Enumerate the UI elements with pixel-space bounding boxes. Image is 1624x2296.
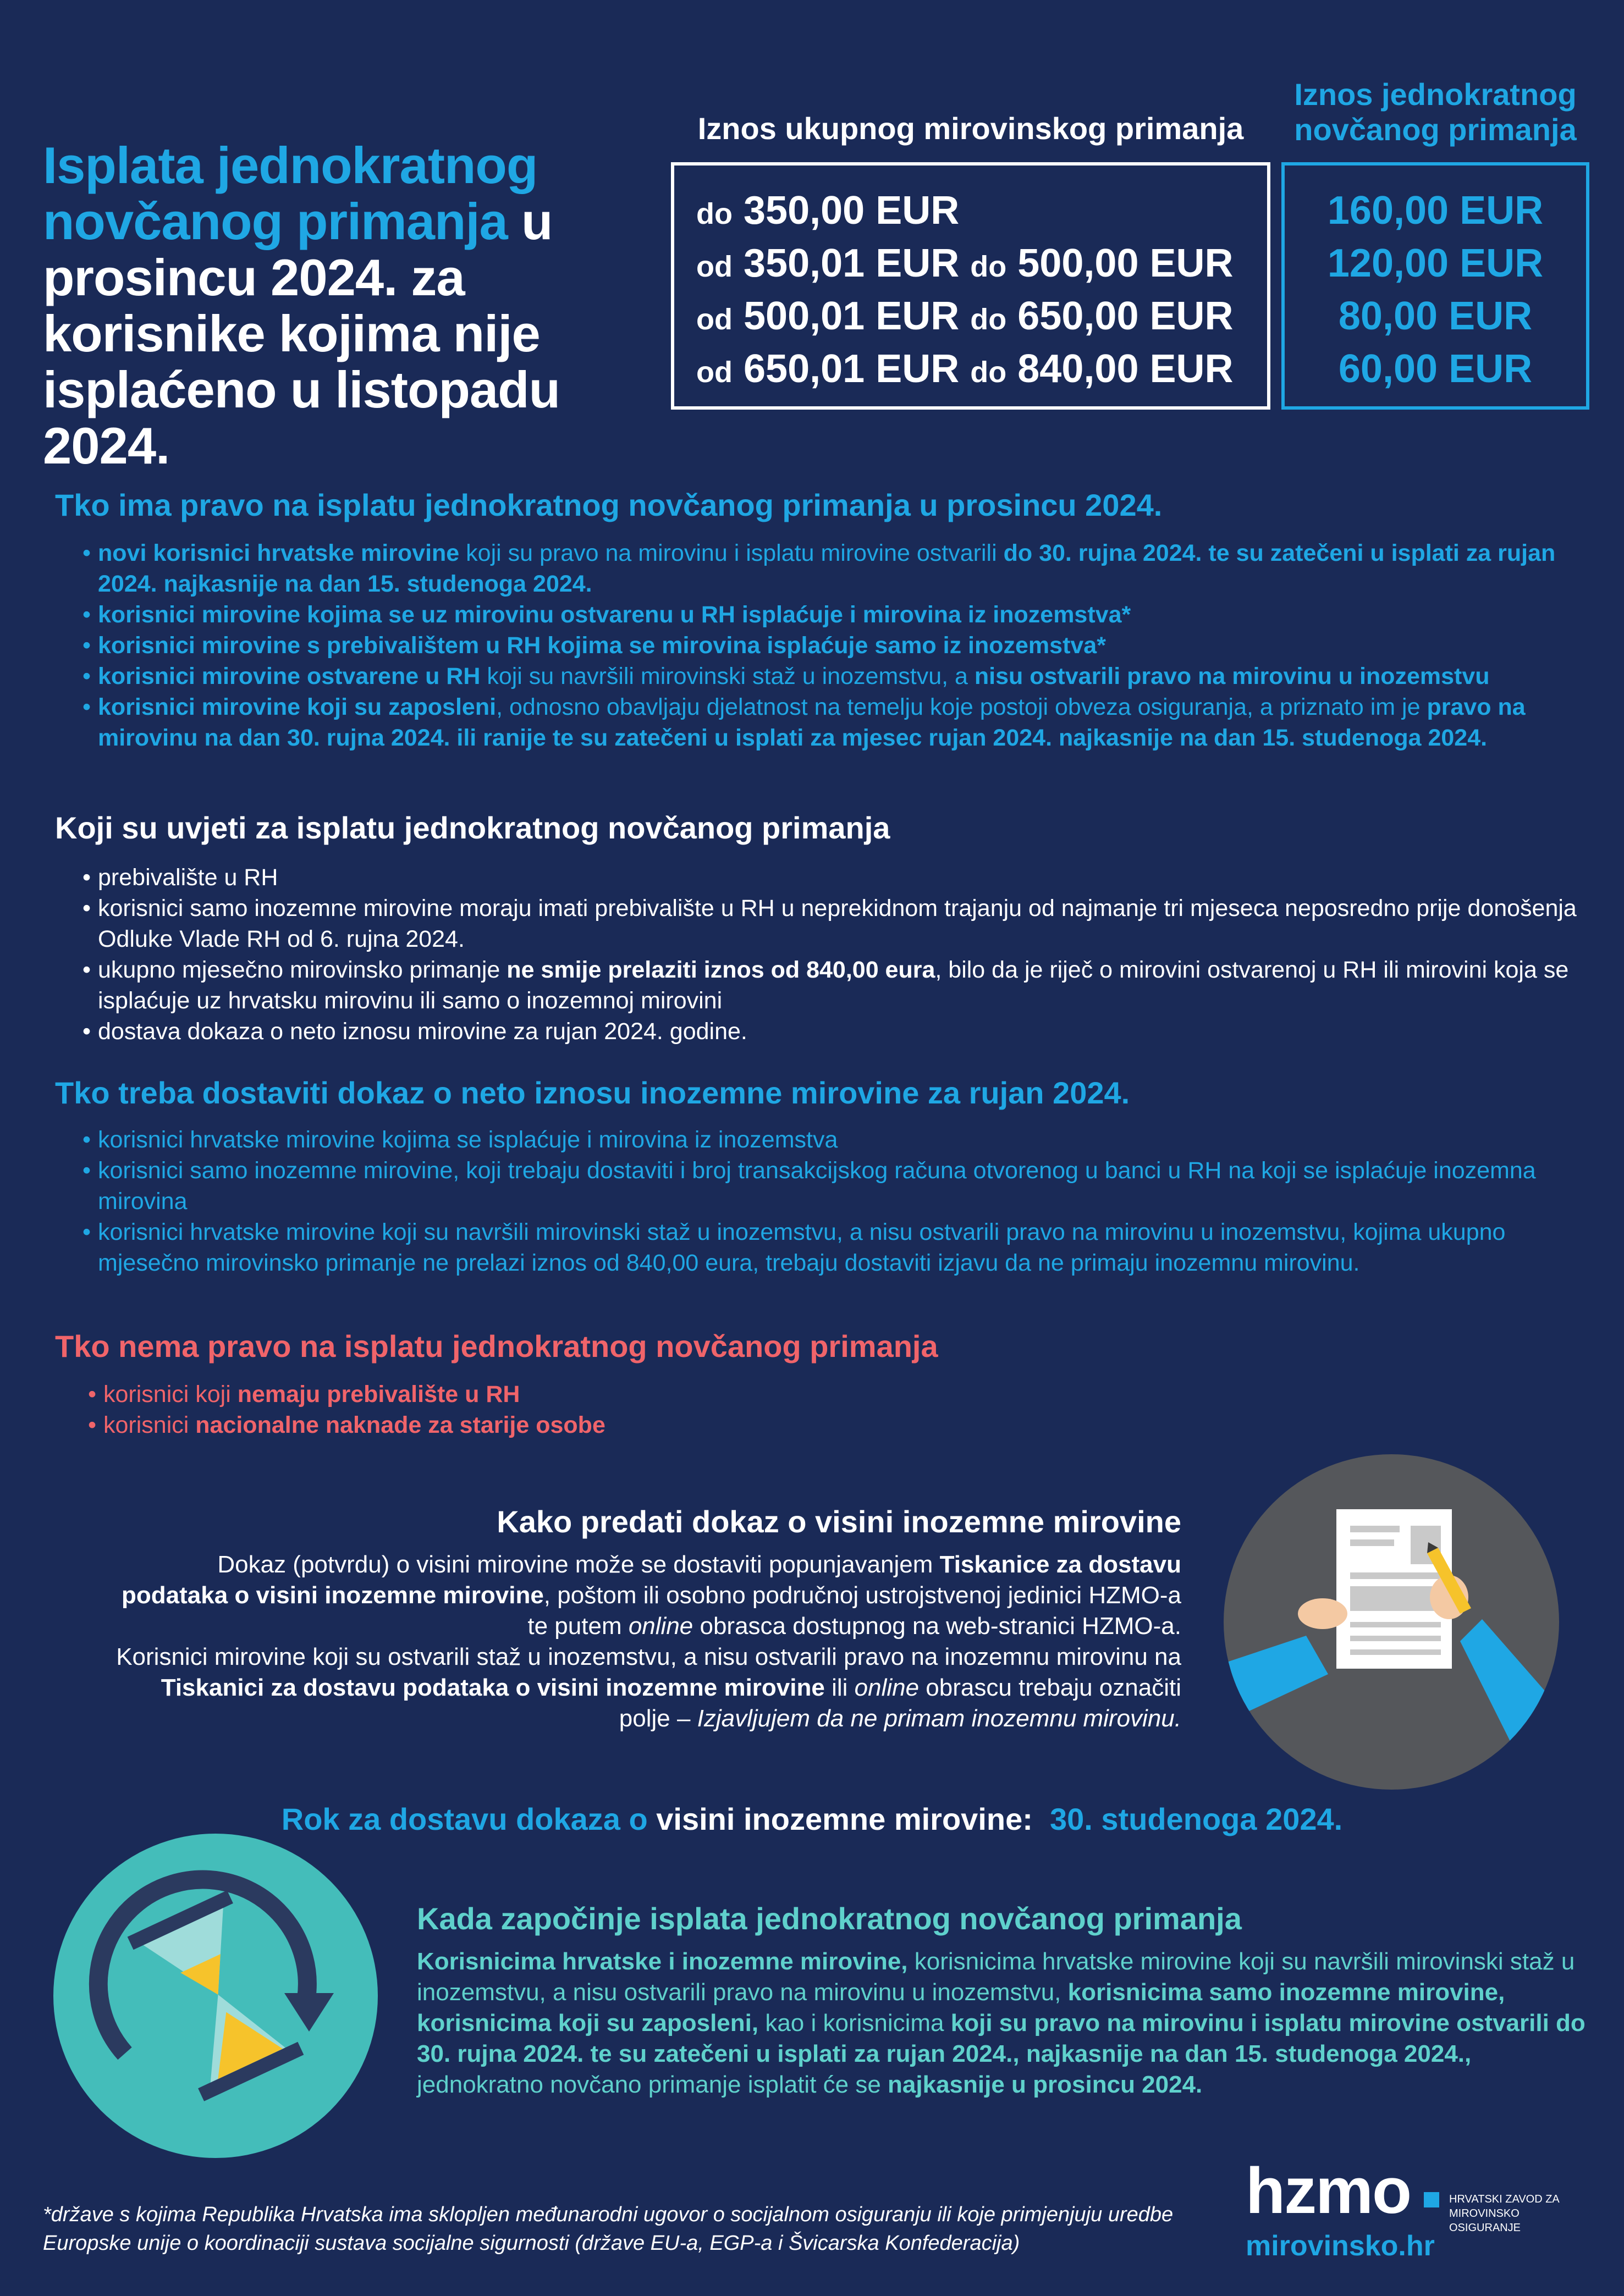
- deadline-line: Rok za dostavu dokaza o visini inozemne mirovine: 30. studenoga 2024.: [281, 1802, 1343, 1836]
- section-heading-not-eligible: Tko nema pravo na isplatu jednokratnog novčanog primanja: [55, 1329, 938, 1364]
- amount-value: 120,00 EUR: [1327, 241, 1544, 285]
- logo-wordmark: hzmo: [1246, 2155, 1411, 2227]
- amount-value: 160,00 EUR: [1327, 189, 1544, 233]
- amount-value: 60,00 EUR: [1338, 347, 1533, 391]
- list-item: • korisnici mirovine kojima se uz mirovinu ostvarenu u RH isplaćuje i mirovina iz inozemstva*: [82, 599, 1589, 630]
- document-hands-icon: [1224, 1454, 1559, 1790]
- list-item: • ukupno mjesečno mirovinsko primanje ne smije prelaziti iznos od 840,00 eura, bilo da je riječ o mirovini ostvarenoj u RH ili mirovini koja se isplaćuje uz hrvatsku mirovinu ili samo o inozemnoj mirovini: [82, 954, 1589, 1016]
- pension-range-row: do 350,00 EUR: [696, 189, 960, 233]
- conditions-list: [82, 862, 1589, 1047]
- document-illustration: [1224, 1454, 1559, 1790]
- title-rest: u prosincu 2024. za korisnike kojima nije isplaćeno u listopadu 2024.: [43, 192, 560, 474]
- title-highlight: Isplata jednokratnog novčanog primanja: [43, 136, 538, 250]
- column-header-one-time-amount: Iznos jednokratnog novčanog primanja: [1294, 77, 1577, 147]
- one-time-amount-box: [1281, 162, 1589, 410]
- section-heading-proof: Tko treba dostaviti dokaz o neto iznosu inozemne mirovine za rujan 2024.: [55, 1075, 1130, 1110]
- list-item: • korisnici hrvatske mirovine koji su navršili mirovinski staž u inozemstvu, a nisu ostvarili pravo na mirovinu u inozemstvu, kojima ukupno mjesečno mirovinsko primanje ne prelazi iznos od 840,00 eura, trebaju dostaviti izjavu da ne primaju inozemnu mirovinu.: [82, 1217, 1589, 1278]
- list-item: • korisnici samo inozemne mirovine moraju imati prebivalište u RH u neprekidnom trajanju od najmanje tri mjeseca neposredno prije donošenja Odluke Vlade RH od 6. rujna 2024.: [82, 893, 1589, 954]
- section-heading-conditions: Koji su uvjeti za isplatu jednokratnog novčanog primanja: [55, 810, 890, 845]
- payment-start-heading: Kada započinje isplata jednokratnog novčanog primanja: [417, 1901, 1242, 1936]
- pension-range-row: od 350,01 EUR do 500,00 EUR: [696, 241, 1234, 285]
- list-item: • korisnici mirovine ostvarene u RH koji su navršili mirovinski staž u inozemstvu, a nisu ostvarili pravo na mirovinu u inozemstvu: [82, 661, 1589, 692]
- list-item: • korisnici mirovine koji su zaposleni, odnosno obavljaju djelatnost na temelju koje postoji obveza osiguranja, a priznato im je pravo na mirovinu na dan 30. rujna 2024. ili ranije te su zatečeni u isplati za mjesec rujan 2024. najkasnije na dan 15. studenoga 2024.: [82, 692, 1589, 753]
- list-item: • novi korisnici hrvatske mirovine koji su pravo na mirovinu i isplatu mirovine ostvarili do 30. rujna 2024. te su zatečeni u isplati za rujan 2024. najkasnije na dan 15. studenoga 2024.: [82, 538, 1589, 599]
- pension-range-row: od 500,01 EUR do 650,00 EUR: [696, 294, 1234, 338]
- payment-start-text: Korisnicima hrvatske i inozemne mirovine, korisnicima hrvatske mirovine koji su navršili mirovinski staž u inozemstvu, a nisu ostvarili pravo na mirovinu u inozemstvu, korisnicima samo inozemne mirovine, korisnicima koji su zaposleni, kao i korisnicima koji su pravo na mirovinu i isplatu mirovine ostvarili do 30. rujna 2024. te su zatečeni u isplati za rujan 2024., najkasnije na dan 15. studenoga 2024., jednokratno novčano primanje isplatit će se najkasnije u prosincu 2024.: [417, 1948, 1586, 2098]
- amount-value: 80,00 EUR: [1338, 294, 1533, 338]
- list-item: • korisnici koji nemaju prebivalište u RH: [88, 1379, 1518, 1410]
- pension-range-row: od 650,01 EUR do 840,00 EUR: [696, 347, 1234, 391]
- list-item: • korisnici mirovine s prebivalištem u RH kojima se mirovina isplaćuje samo iz inozemstva*: [82, 630, 1589, 661]
- list-item: • korisnici nacionalne naknade za starije osobe: [88, 1410, 1518, 1440]
- section-heading-eligibility: Tko ima pravo na isplatu jednokratnog novčanog primanja u prosincu 2024.: [55, 488, 1163, 522]
- not-eligible-list: [88, 1379, 1518, 1440]
- logo-dot: [1424, 2192, 1439, 2207]
- how-to-submit-heading: Kako predati dokaz o visini inozemne mirovine: [497, 1504, 1181, 1539]
- list-item: • prebivalište u RH: [82, 862, 1589, 893]
- column-header-total-pension: Iznos ukupnog mirovinskog primanja: [697, 111, 1244, 146]
- logo-subtitle: HRVATSKI ZAVOD ZA MIROVINSKO OSIGURANJE: [1449, 2193, 1560, 2234]
- list-item: • dostava dokaza o neto iznosu mirovine za rujan 2024. godine.: [82, 1016, 1589, 1047]
- eligibility-list: [82, 538, 1589, 753]
- list-item: • korisnici samo inozemne mirovine, koji trebaju dostaviti i broj transakcijskog računa otvorenog u banci u RH na koji se isplaćuje inozemna mirovina: [82, 1155, 1589, 1217]
- list-item: • korisnici hrvatske mirovine kojima se isplaćuje i mirovina iz inozemstva: [82, 1124, 1589, 1155]
- pension-range-box: [671, 162, 1270, 410]
- how-to-submit-text: Dokaz (potvrdu) o visini mirovine može se dostaviti popunjavanjem Tiskanice za dostavu podataka o visini inozemne mirovine, poštom ili osobno područnoj ustrojstvenoj jedinici HZMO-a te putem online obrasca dostupnog na web-stranici HZMO-a. Korisnici mirovine koji su ostvarili staž u inozemstvu, a nisu ostvarili pravo na inozemnu mirovinu na Tiskanici za dostavu podataka o visini inozemne mirovine ili online obrascu trebaju označiti polje – Izjavljujem da ne primam inozemnu mirovinu.: [116, 1551, 1181, 1732]
- hourglass-icon: [53, 1834, 378, 2158]
- page-title: [43, 137, 664, 474]
- footnote: *države s kojima Republika Hrvatska ima sklopljen međunarodni ugovor o socijalnom osiguranju ili koje primjenjuju uredbe Europske unije o koordinaciji sustava socijalne sigurnosti (države EU-a, EGP-a i Švicarska Konfederacija): [43, 2203, 1174, 2255]
- proof-list: [82, 1124, 1589, 1278]
- website-link[interactable]: mirovinsko.hr: [1246, 2230, 1435, 2262]
- hzmo-logo: [1246, 2155, 1587, 2268]
- hourglass-illustration: [53, 1834, 378, 2158]
